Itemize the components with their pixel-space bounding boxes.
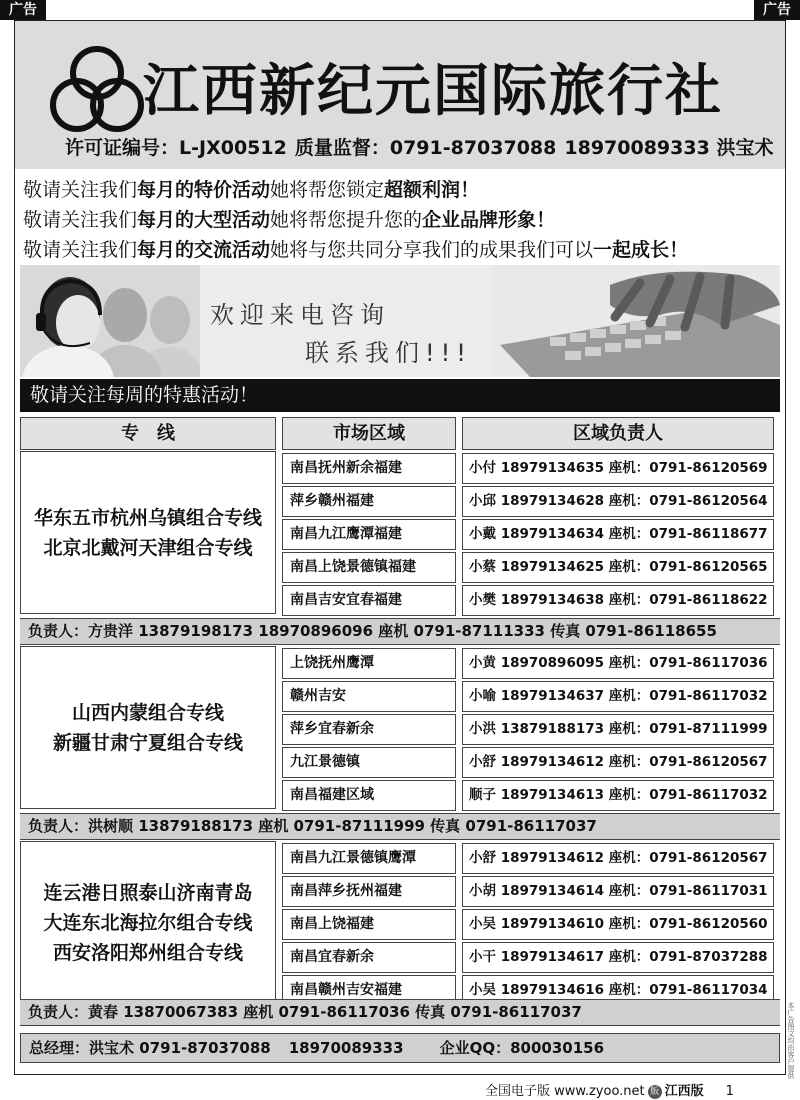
quality-phone: 0791-87037088 xyxy=(389,137,557,159)
slogan-3: 敬请关注我们每月的交流活动她将与您共同分享我们的成果我们可以一起成长！ xyxy=(23,239,689,261)
contact-person: 小戴 18979134634 座机：0791-86118677 xyxy=(462,519,774,550)
contact-person: 小喻 18979134637 座机：0791-86117032 xyxy=(462,681,774,712)
keyboard-hands-image xyxy=(490,265,780,377)
gm-phone: 0791-87037088 xyxy=(139,1039,271,1057)
footer-site: 全国电子版 www.zyoo.net xyxy=(485,1084,645,1099)
side-note: 本广告图文均由客户提供 xyxy=(787,1002,795,1079)
market-area: 南昌吉安宜春福建 xyxy=(282,585,456,616)
contact-person: 小付 18979134635 座机：0791-86120569 xyxy=(462,453,774,484)
ad-tag-left: 广告 xyxy=(0,0,46,20)
route-name: 华东五市杭州乌镇组合专线 xyxy=(33,506,262,529)
banner-line-2: 联系我们!!! xyxy=(305,339,472,367)
route-names xyxy=(20,646,276,809)
route-name: 西安洛阳郑州组合专线 xyxy=(52,941,243,964)
market-area: 上饶抚州鹰潭 xyxy=(282,648,456,679)
banner-line-1: 欢迎来电咨询 xyxy=(210,301,390,329)
table-row xyxy=(282,780,774,811)
contact-person: 小舒 18979134612 座机：0791-86120567 xyxy=(462,747,774,778)
ad-tag-right: 广告 xyxy=(754,0,800,20)
contact-person: 小吴 18979134616 座机：0791-86117034 xyxy=(462,975,774,1006)
contact-person: 小洪 13879188173 座机：0791-87111999 xyxy=(462,714,774,745)
market-area: 南昌上饶福建 xyxy=(282,909,456,940)
column-header-market: 市场区域 xyxy=(282,417,456,450)
advertisement-frame xyxy=(14,20,786,1075)
contact-person: 顺子 18979134613 座机：0791-86117032 xyxy=(462,780,774,811)
contact-person: 小胡 18979134614 座机：0791-86117031 xyxy=(462,876,774,907)
market-area: 南昌宜春新余 xyxy=(282,942,456,973)
column-header-contact: 区域负责人 xyxy=(462,417,774,450)
gm-mobile: 18970089333 xyxy=(288,1039,404,1057)
qq-number: 800030156 xyxy=(510,1039,605,1057)
header xyxy=(15,21,785,169)
market-area: 赣州吉安 xyxy=(282,681,456,712)
route-name: 大连东北海拉尔组合专线 xyxy=(43,911,253,934)
contact-banner xyxy=(20,265,780,377)
route-names xyxy=(20,841,276,1004)
table-row xyxy=(282,519,774,550)
gm-label: 总经理： xyxy=(29,1039,90,1057)
edition-badge-icon: 版 xyxy=(648,1085,662,1099)
contact-person: 小舒 18979134612 座机：0791-86120567 xyxy=(462,843,774,874)
table-row xyxy=(282,843,774,874)
license-line xyxy=(65,133,773,160)
quality-label: 质量监督： xyxy=(294,137,390,159)
route-name: 山西内蒙组合专线 xyxy=(71,701,224,724)
table-row xyxy=(282,486,774,517)
company-name: 江西新纪元国际旅行社 xyxy=(143,59,723,124)
market-area: 九江景德镇 xyxy=(282,747,456,778)
table-row xyxy=(282,681,774,712)
general-manager-line xyxy=(20,1033,780,1063)
column-header-route: 专 线 xyxy=(20,417,276,450)
contact-person: 小黄 18970896095 座机：0791-86117036 xyxy=(462,648,774,679)
rings-logo-icon xyxy=(47,45,147,135)
contact-person: 小蔡 18979134625 座机：0791-86120565 xyxy=(462,552,774,583)
table-row xyxy=(282,714,774,745)
market-area: 南昌上饶景德镇福建 xyxy=(282,552,456,583)
market-area: 南昌福建区域 xyxy=(282,780,456,811)
route-name: 新疆甘肃宁夏组合专线 xyxy=(52,731,243,754)
route-section-3 xyxy=(20,841,780,1011)
route-section-2 xyxy=(20,646,780,846)
route-names xyxy=(20,451,276,614)
route-name: 北京北戴河天津组合专线 xyxy=(43,536,253,559)
market-area: 南昌九江鹰潭福建 xyxy=(282,519,456,550)
contact-person: 小邱 18979134628 座机：0791-86120564 xyxy=(462,486,774,517)
market-area: 南昌赣州吉安福建 xyxy=(282,975,456,1006)
market-area: 萍乡赣州福建 xyxy=(282,486,456,517)
section-manager: 负责人：洪树顺 13879188173 座机 0791-87111999 传真 0791-86117037 xyxy=(20,813,780,840)
table-row xyxy=(282,648,774,679)
qq-label: 企业QQ： xyxy=(439,1039,511,1057)
slogans xyxy=(23,175,783,265)
quality-person: 洪宝术 xyxy=(716,137,774,159)
weekly-promo-title: 敬请关注每周的特惠活动！ xyxy=(20,379,780,412)
table-row xyxy=(282,876,774,907)
contact-person: 小吴 18979134610 座机：0791-86120560 xyxy=(462,909,774,940)
market-area: 南昌九江景德镇鹰潭 xyxy=(282,843,456,874)
license-number: L-JX00512 xyxy=(179,137,287,159)
market-area: 萍乡宜春新余 xyxy=(282,714,456,745)
table-row xyxy=(282,585,774,616)
table-row xyxy=(282,747,774,778)
footer xyxy=(485,1080,734,1099)
gm-name: 洪宝术 xyxy=(89,1039,135,1057)
slogan-1: 敬请关注我们每月的特价活动她将帮您锁定超额利润！ xyxy=(23,179,480,201)
section-manager: 负责人：方贵洋 13879198173 18970896096 座机 0791-87111333 传真 0791-86118655 xyxy=(20,618,780,645)
market-area: 南昌萍乡抚州福建 xyxy=(282,876,456,907)
table-row xyxy=(282,552,774,583)
section-manager: 负责人：黄春 13870067383 座机 0791-86117036 传真 0791-86117037 xyxy=(20,999,780,1026)
contact-person: 小干 18979134617 座机：0791-87037288 xyxy=(462,942,774,973)
market-area: 南昌抚州新余福建 xyxy=(282,453,456,484)
table-row xyxy=(282,453,774,484)
table-row xyxy=(282,942,774,973)
license-label: 许可证编号： xyxy=(65,137,180,159)
route-section-1 xyxy=(20,451,780,651)
footer-edition: 江西版 xyxy=(664,1084,704,1099)
contact-person: 小樊 18979134638 座机：0791-86118622 xyxy=(462,585,774,616)
route-name: 连云港日照泰山济南青岛 xyxy=(43,881,253,904)
table-row xyxy=(282,909,774,940)
page-number: 1 xyxy=(725,1084,734,1099)
call-center-operators-image xyxy=(20,265,200,377)
quality-mobile: 18970089333 xyxy=(564,137,710,159)
slogan-2: 敬请关注我们每月的大型活动她将帮您提升您的企业品牌形象！ xyxy=(23,209,556,231)
